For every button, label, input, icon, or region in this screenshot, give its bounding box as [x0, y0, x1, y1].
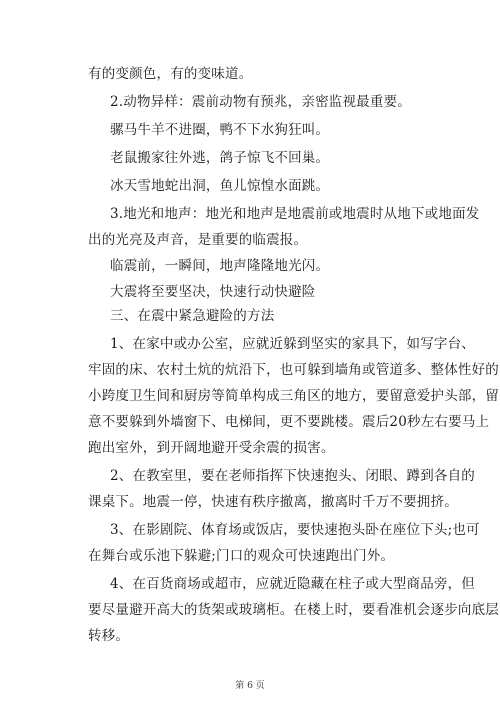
text-line-22: 转移。	[88, 628, 130, 644]
text-line-13: 小跨度卫生间和厨房等简单构成三角区的地方，要留意爱护头部，留	[88, 388, 499, 404]
text-line-16: 2、在教室里，要在老师指挥下快速抱头、闭眼、蹲到各自的	[110, 468, 475, 484]
text-line-19: 在舞台或乐池下躲避;门口的观众可快速跑出门外。	[88, 548, 395, 564]
text-line-12: 牢固的床、农村土炕的炕沿下，也可躲到墙角或管道多、整体性好的	[88, 362, 499, 378]
text-line-20: 4、在百货商场或超市，应就近隐藏在柱子或大型商品旁，但	[110, 576, 475, 592]
text-line-8: 临震前，一瞬间，地声隆隆地光闪。	[110, 258, 330, 274]
page-number: 第 6 页	[235, 681, 265, 691]
text-line-15: 跑出室外，到开阔地避开受余震的损害。	[88, 440, 335, 456]
text-line-6: 3.地光和地声：地光和地声是地震前或地震时从地下或地面发	[110, 206, 480, 222]
text-line-14: 意不要躲到外墙窗下、电梯间，更不要跳楼。震后20秒左右要马上	[88, 414, 490, 430]
text-line-3: 骡马牛羊不进圈，鸭不下水狗狂叫。	[110, 122, 330, 138]
section-heading: 三、在震中紧急避险的方法	[110, 308, 275, 324]
text-line-21: 要尽量避开高大的货架或玻璃柜。在楼上时，要看准机会逐步向底层	[88, 602, 499, 618]
text-line-9: 大震将至要坚决，快速行动快避险	[110, 284, 316, 300]
text-line-2: 2.动物异样：震前动物有预兆，亲密监视最重要。	[110, 94, 411, 110]
text-line-1: 有的变颜色，有的变味道。	[88, 66, 253, 82]
text-line-7: 出的光亮及声音，是重要的临震报。	[88, 232, 308, 248]
text-line-4: 老鼠搬家往外逃，鸽子惊飞不回巢。	[110, 150, 330, 166]
text-line-17: 课桌下。地震一停，快速有秩序撤离，撤离时千万不要拥挤。	[88, 494, 458, 510]
text-line-18: 3、在影剧院、体育场或饭店，要快速抱头卧在座位下头;也可	[110, 522, 480, 538]
text-line-5: 冰天雪地蛇出洞，鱼儿惊惶水面跳。	[110, 178, 330, 194]
text-line-11: 1、在家中或办公室，应就近躲到坚实的家具下，如写字台、	[110, 336, 475, 352]
